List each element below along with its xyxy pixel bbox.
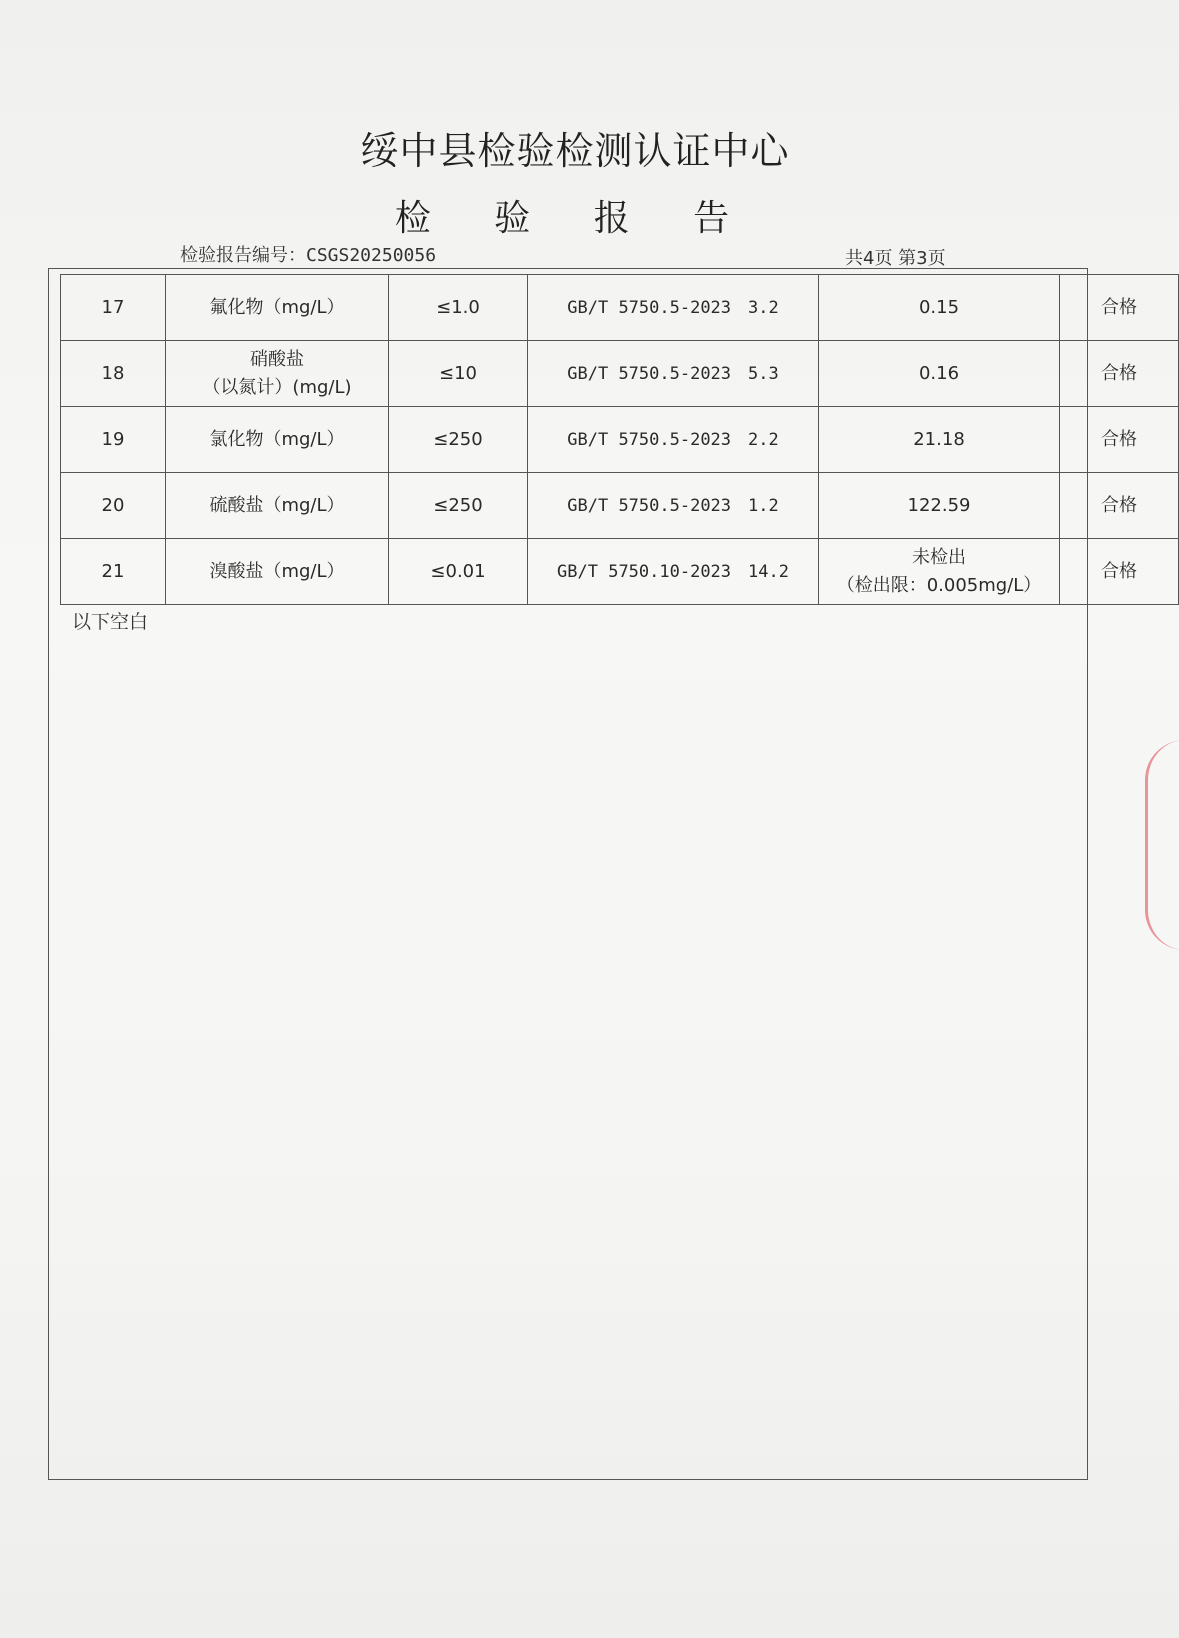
organization-name: 绥中县检验检测认证中心 bbox=[360, 129, 790, 173]
test-item: 氯化物（mg/L） bbox=[166, 407, 389, 473]
test-item: 硫酸盐（mg/L） bbox=[166, 473, 389, 539]
row-number: 18 bbox=[61, 341, 166, 407]
test-result-line1: 未检出 bbox=[912, 546, 966, 568]
table-row bbox=[61, 275, 1179, 341]
table-row bbox=[61, 407, 1179, 473]
verdict: 合格 bbox=[1060, 539, 1179, 605]
row-number: 19 bbox=[61, 407, 166, 473]
report-number bbox=[180, 241, 436, 267]
test-method: GB/T 5750.10-2023 14.2 bbox=[528, 539, 819, 605]
test-result bbox=[819, 539, 1060, 605]
report-number-label: 检验报告编号： bbox=[180, 245, 306, 266]
verdict: 合格 bbox=[1060, 341, 1179, 407]
row-number: 21 bbox=[61, 539, 166, 605]
red-seal-stamp-edge bbox=[1145, 740, 1179, 950]
table-row bbox=[61, 539, 1179, 605]
document-title: 检 验 报 告 bbox=[394, 198, 756, 239]
results-table bbox=[60, 274, 1179, 605]
table-row bbox=[61, 341, 1179, 407]
limit-value: ≤10 bbox=[389, 341, 528, 407]
test-item: 溴酸盐（mg/L） bbox=[166, 539, 389, 605]
limit-value: ≤0.01 bbox=[389, 539, 528, 605]
blank-below-note: 以下空白 bbox=[72, 611, 149, 633]
report-number-value: CSGS20250056 bbox=[306, 245, 437, 266]
test-method: GB/T 5750.5-2023 1.2 bbox=[528, 473, 819, 539]
test-method: GB/T 5750.5-2023 5.3 bbox=[528, 341, 819, 407]
test-item bbox=[166, 341, 389, 407]
test-item: 氟化物（mg/L） bbox=[166, 275, 389, 341]
verdict: 合格 bbox=[1060, 275, 1179, 341]
test-method: GB/T 5750.5-2023 2.2 bbox=[528, 407, 819, 473]
verdict: 合格 bbox=[1060, 473, 1179, 539]
verdict: 合格 bbox=[1060, 407, 1179, 473]
test-result: 0.15 bbox=[819, 275, 1060, 341]
row-number: 17 bbox=[61, 275, 166, 341]
test-result-line2: （检出限：0.005mg/L） bbox=[836, 574, 1042, 596]
limit-value: ≤250 bbox=[389, 473, 528, 539]
test-result: 122.59 bbox=[819, 473, 1060, 539]
page-info: 共4页 第3页 bbox=[845, 248, 946, 269]
test-result: 0.16 bbox=[819, 341, 1060, 407]
test-method: GB/T 5750.5-2023 3.2 bbox=[528, 275, 819, 341]
table-row bbox=[61, 473, 1179, 539]
test-item-line1: 硝酸盐 bbox=[250, 348, 304, 370]
limit-value: ≤250 bbox=[389, 407, 528, 473]
test-item-line2: （以氮计）(mg/L) bbox=[202, 376, 352, 398]
limit-value: ≤1.0 bbox=[389, 275, 528, 341]
test-result: 21.18 bbox=[819, 407, 1060, 473]
row-number: 20 bbox=[61, 473, 166, 539]
